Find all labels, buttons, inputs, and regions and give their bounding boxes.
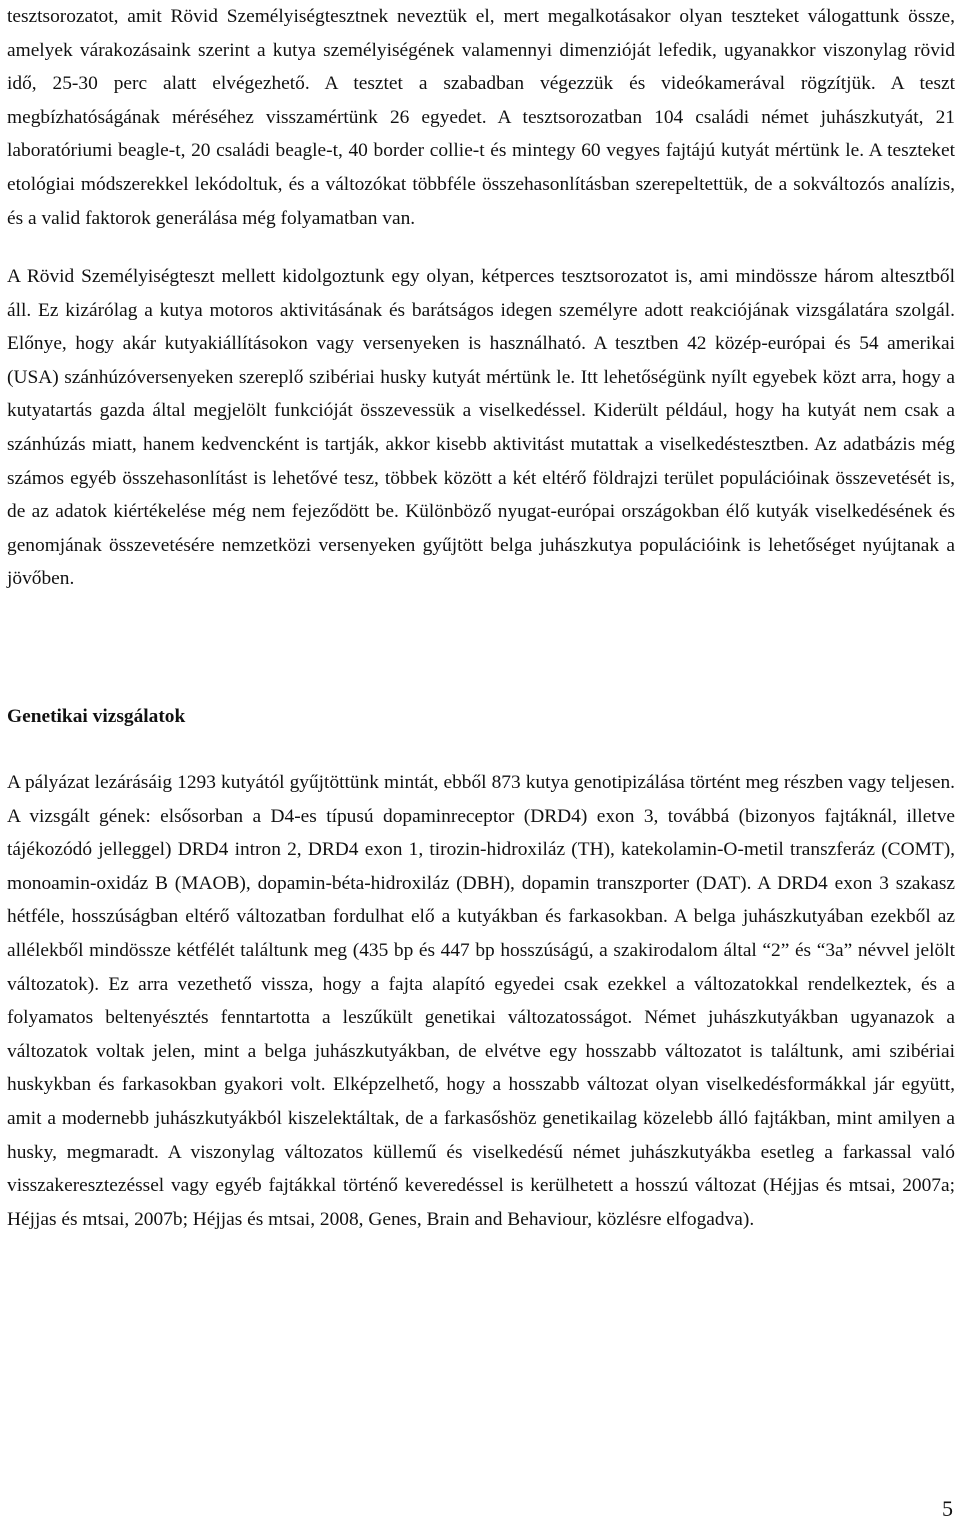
body-paragraph: tesztsorozatot, amit Rövid Személyiségtesztnek neveztük el, mert megalkotásakor olyan teszteket válogattunk össze, amelyek várakozásaink szerint a kutya személyiségének valamennyi dimenzióját lefedik, ugyanakkor viszonylag rövid idő, 25-30 perc alatt elvégezhető. A tesztet a szabadban végezzük és videókamerával rögzítjük. A teszt megbízhatóságának méréséhez visszamértünk 26 egyedet. A tesztsorozatban 104 családi német juhászkutyát, 21 laboratóriumi beagle-t, 20 családi beagle-t, 40 border collie-t és mintegy 60 vegyes fajtájú kutyát mértünk le. A teszteket etológiai módszerekkel lekódoltuk, és a változókat többféle összehasonlításban szerepeltettük, de a sokváltozós analízis, és a valid faktorok generálása még folyamatban van.: [7, 6, 955, 229]
page-number: 5: [942, 1496, 953, 1521]
section-heading: Genetikai vizsgálatok: [7, 706, 186, 727]
body-paragraph: A pályázat lezárásáig 1293 kutyától gyűjtöttünk mintát, ebből 873 kutya genotipizálása történt meg részben vagy teljesen. A vizsgált gének: elsősorban a D4-es típusú dopaminreceptor (DRD4) exon 3, továbbá (bizonyos fajtáknál, illetve tájékozódó jelleggel) DRD4 intron 2, DRD4 exon 1, tirozin-hidroxiláz (TH), katekolamin-O-metil transzferáz (COMT), monoamin-oxidáz B (MAOB), dopamin-béta-hidroxiláz (DBH), dopamin transzporter (DAT). A DRD4 exon 3 szakasz hétféle, hosszúságban eltérő változatban fordulhat elő a kutyákban és farkasokban. A belga juhászkutyában ezekből az allélekből mindössze kétfélét találtunk meg (435 bp és 447 bp hosszúságú, a szakirodalom által “2” és “3a” névvel jelölt változatok). Ez arra vezethető vissza, hogy a fajta alapító egyedei csak ezekkel a változatokkal rendelkeztek, és a folyamatos beltenyésztés fenntartotta a leszűkült genetikai változatosságot. Német juhászkutyákban ugyanazok a változatok voltak jelen, mint a belga juhászkutyákban, de elvétve egy hosszabb változatot is találtunk, ami szibériai huskykban és farkasokban gyakori volt. Elképzelhető, hogy a hosszabb változat olyan viselkedésformákkal jár együtt, amit a modernebb juhászkutyákból kiszelektáltak, de a farkasőshöz genetikailag közelebb álló fajtákban, mint amilyen a husky, megmaradt. A viszonylag változatos küllemű és viselkedésű német juhászkutyákba esetleg a farkassal való visszakeresztezéssel vagy egyéb fajtákkal történő keveredéssel is kerülhetett a hosszú változat (Héjjas és mtsai, 2007a; Héjjas és mtsai, 2007b; Héjjas és mtsai, 2008, Genes, Brain and Behaviour, közlésre elfogadva).: [7, 772, 955, 1230]
body-paragraph: A Rövid Személyiségteszt mellett kidolgoztunk egy olyan, kétperces tesztsorozatot is, ami mindössze három altesztből áll. Ez kizárólag a kutya motoros aktivitásának és barátságos idegen személyre adott reakciójának vizsgálatára szolgál. Előnye, hogy akár kutyakiállításokon vagy versenyeken is használható. A tesztben 42 közép-európai és 54 amerikai (USA) szánhúzóversenyeken szereplő szibériai husky kutyát mértünk le. Itt lehetőségünk nyílt egyebek közt arra, hogy a kutyatartás gazda által megjelölt funkcióját összevessük a viselkedéssel. Kiderült például, hogy ha kutyát nem csak a szánhúzás miatt, hanem kedvencként is tartják, akkor kisebb aktivitást mutattak a viselkedéstesztben. Az adatbázis még számos egyéb összehasonlítást is lehetővé tesz, többek között a két eltérő földrajzi terület populációinak összevetését is, de az adatok kiértékelése még nem fejeződött be. Különböző nyugat-európai országokban élő kutyák viselkedésének és genomjának összevetésére nemzetközi versenyeken gyűjtött belga juhászkutya populációink is lehetőséget nyújtanak a jövőben.: [7, 266, 955, 590]
